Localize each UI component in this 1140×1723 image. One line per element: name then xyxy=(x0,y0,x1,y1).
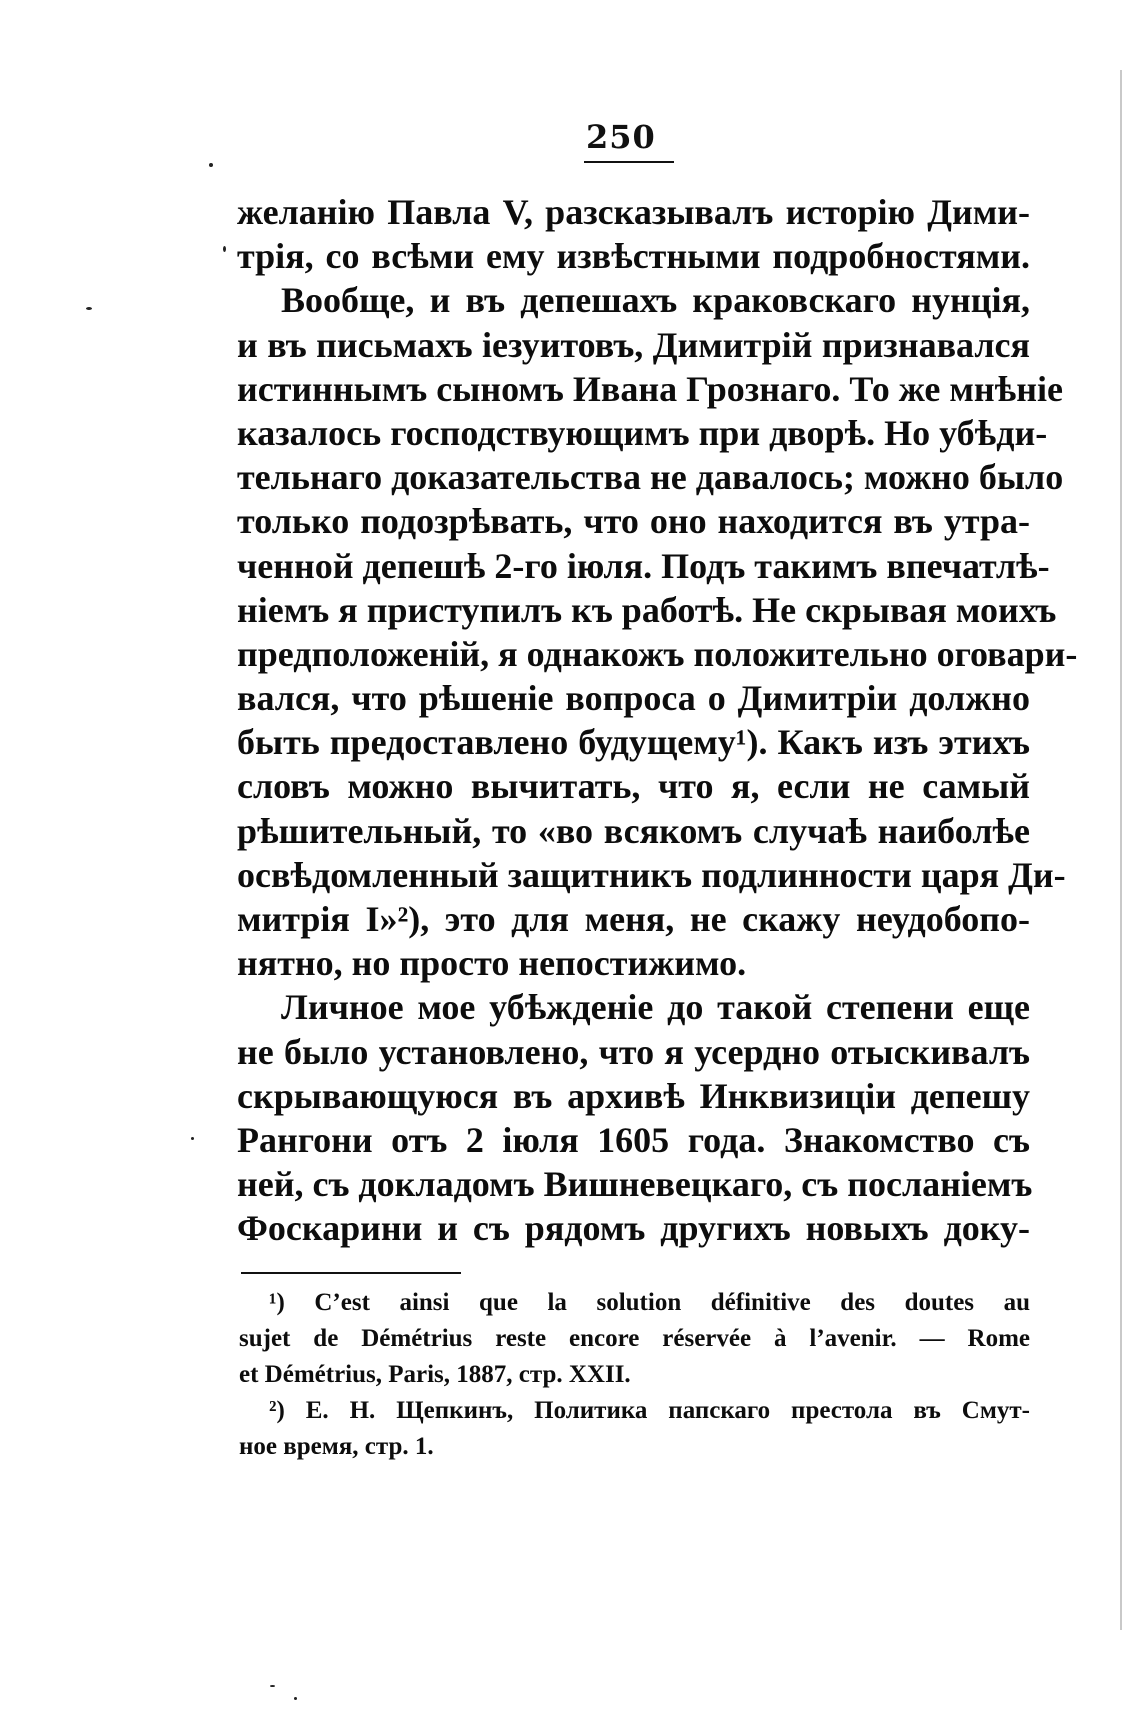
footnotes xyxy=(239,1285,1030,1465)
paragraph-start-line: Вообще, и въ депешахъ краковскаго нунція, xyxy=(281,280,1030,321)
text-line: казалось господствующимъ при дворѣ. Но убѣди- xyxy=(237,412,1048,453)
text-line: Фоскарини и съ рядомъ другихъ новыхъ доку- xyxy=(237,1208,1030,1249)
text-line: трія, со всѣми ему извѣстными подробностями. xyxy=(237,236,1030,277)
text-line: быть предоставлено будущему¹). Какъ изъ этихъ xyxy=(237,722,1030,763)
text-line: рѣшительный, то «во всякомъ случаѣ наиболѣе xyxy=(237,810,1030,851)
footnote-line: sujet de Démétrius reste encore réservée à l’avenir. — Rome xyxy=(239,1325,1030,1352)
text-line: словъ можно вычитать, что я, если не самый xyxy=(237,766,1030,807)
footnote-line: ¹) C’est ainsi que la solution définitive des doutes au xyxy=(269,1289,1030,1316)
text-line: тельнаго доказательства не давалось; можно было xyxy=(237,457,1064,498)
scan-speck xyxy=(223,246,226,252)
main-text xyxy=(237,190,1078,1251)
text-line: ней, съ докладомъ Вишневецкаго, съ посланіемъ xyxy=(237,1164,1033,1205)
text-line: митрія I»²), это для меня, не скажу неудобопо- xyxy=(237,899,1030,939)
scan-speck xyxy=(86,307,92,310)
scan-speck xyxy=(294,1697,297,1700)
footnote-line: et Démétrius, Paris, 1887, стр. XXII. xyxy=(239,1361,631,1388)
text-line: не было установлено, что я усердно отыскивалъ xyxy=(237,1031,1030,1072)
text-line: и въ письмахъ іезуитовъ, Димитрій признавался xyxy=(237,324,1030,365)
paragraph-start-line: Личное мое убѣжденіе до такой степени еще xyxy=(281,987,1030,1028)
footnote-separator xyxy=(241,1272,461,1274)
page-edge-shadow xyxy=(1120,70,1122,1630)
page-number: 250 xyxy=(586,118,656,156)
text-line: вался, что рѣшеніе вопроса о Димитріи должно xyxy=(237,678,1030,719)
text-line: истиннымъ сыномъ Ивана Грознаго. То же мнѣніе xyxy=(237,368,1063,409)
page-number-underline xyxy=(584,161,674,163)
scan-speck xyxy=(209,163,213,167)
scan-speck xyxy=(270,1685,275,1687)
text-line: желанію Павла V, разсказывалъ исторію Дими- xyxy=(237,192,1030,232)
text-line: скрывающуюся въ архивѣ Инквизиціи депешу xyxy=(237,1075,1030,1116)
text-line: только подозрѣвать, что оно находится въ утра- xyxy=(237,501,1030,542)
text-line: ніемъ я приступилъ къ работѣ. Не скрывая моихъ xyxy=(237,589,1057,630)
text-line: Рангони отъ 2 іюля 1605 года. Знакомство съ xyxy=(237,1119,1030,1160)
scan-speck xyxy=(191,1137,194,1140)
text-line: предположеній, я однакожъ положительно оговари- xyxy=(237,633,1078,674)
footnote-line: ное время, стр. 1. xyxy=(239,1433,434,1460)
text-line: ченной депешѣ 2-го іюля. Подъ такимъ впечатлѣ- xyxy=(237,545,1050,586)
paragraph-end-line: нятно, но просто непостижимо. xyxy=(237,943,747,984)
text-line: освѣдомленный защитникъ подлинности царя Ди- xyxy=(237,854,1066,895)
footnote-line: ²) Е. Н. Щепкинъ, Политика папскаго престола въ Смут- xyxy=(269,1397,1030,1424)
